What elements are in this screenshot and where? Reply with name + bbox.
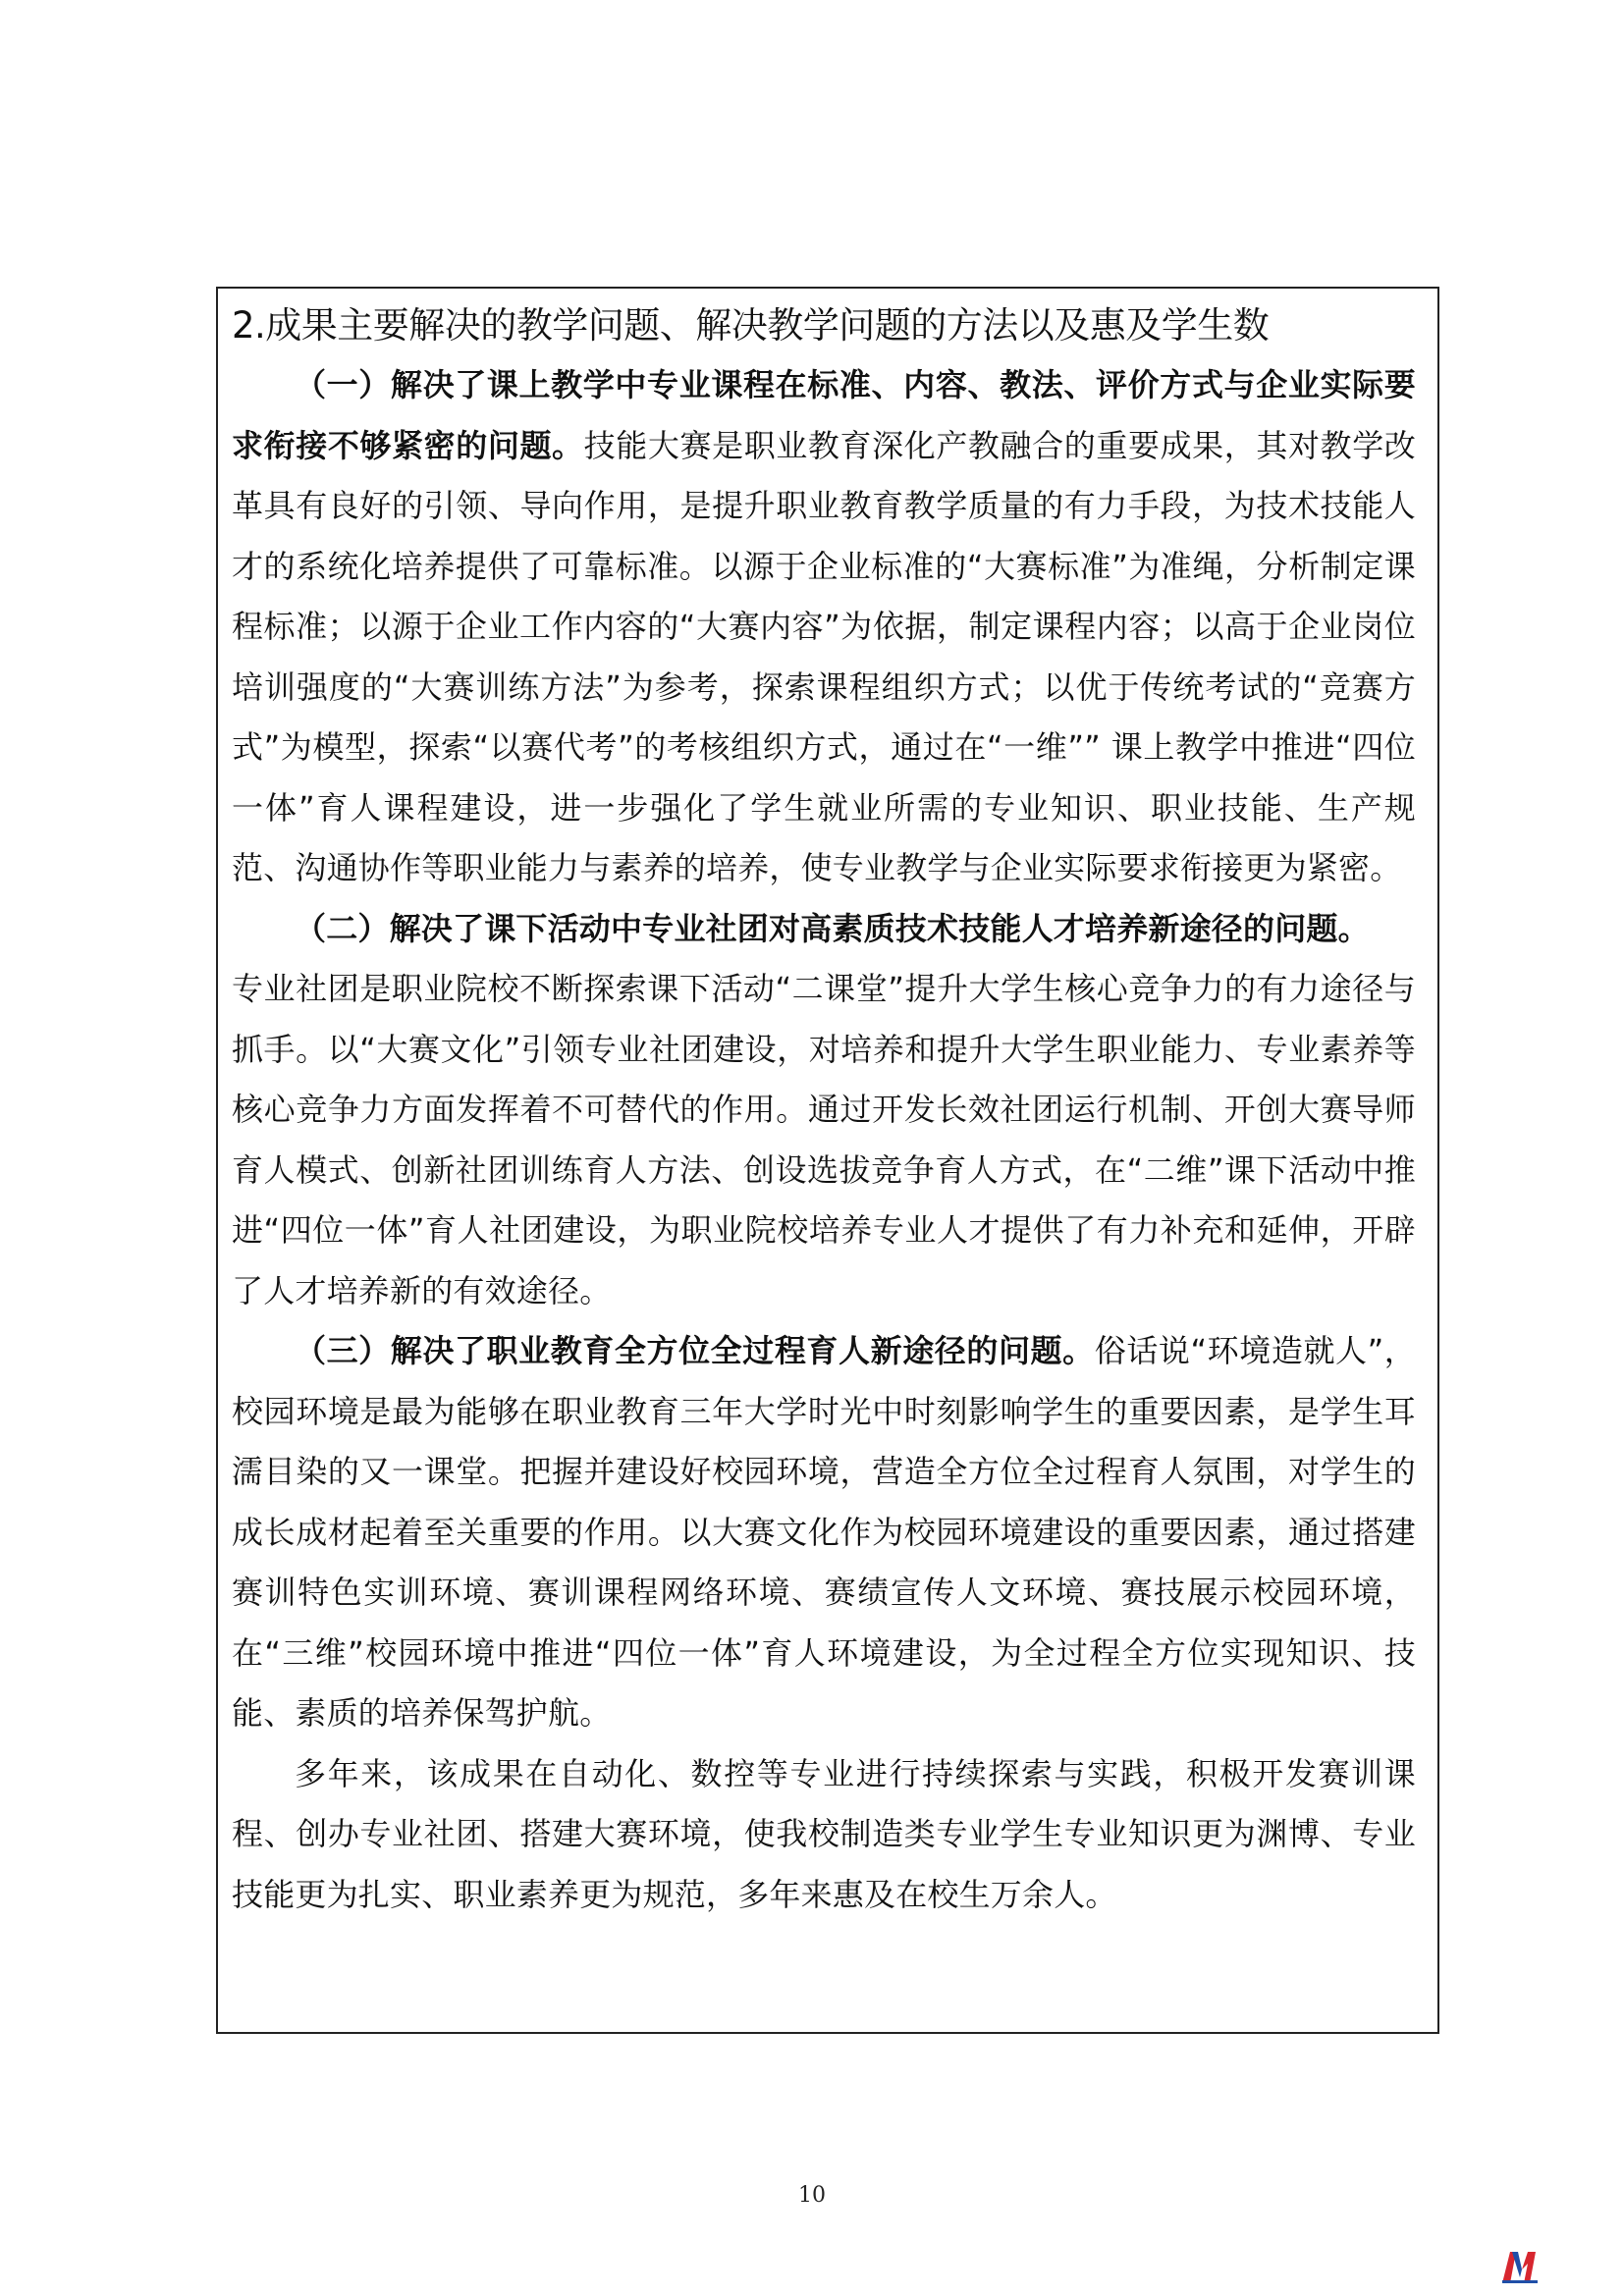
paragraph-3-heading: （三）解决了职业教育全方位全过程育人新途径的问题。	[295, 1332, 1095, 1369]
section-heading: 2.成果主要解决的教学问题、解决教学问题的方法以及惠及学生数	[232, 304, 1270, 347]
logo-right-stroke	[1522, 2252, 1536, 2283]
paragraph-1-body: 技能大赛是职业教育深化产教融合的重要成果，其对教学改革具有良好的引领、导向作用，是提升职业教育教学质量的有力手段，为技术技能人才的系统化培养提供了可靠标准。以源于企业标准的“大赛标准”为准绳，分析制定课程标准；以源于企业工作内容的“大赛内容”为依据，制定课程内容；以高于企业岗位培训强度的“大赛训练方法”为参考，探索课程组织方式；以优于传统考试的“竞赛方式”为模型，探索“以赛代考”的考核组织方式，通过在“一维”” 课上教学中推进“四位一体”育人课程建设，进一步强化了学生就业所需的专业知识、职业技能、生产规范、沟通协作等职业能力与素养的培养，使专业教学与企业实际要求衔接更为紧密。	[232, 426, 1417, 886]
paragraph-2-heading: （二）解决了课下活动中专业社团对高素质技术技能人才培养新途径的问题。	[295, 909, 1370, 947]
paragraph-2	[232, 959, 1416, 1321]
content-box	[216, 287, 1439, 2034]
paragraph-3-body: 俗话说“环境造就人”，校园环境是最为能够在职业教育三年大学时光中时刻影响学生的重要因素，是学生耳濡目染的又一课堂。把握并建设好校园环境，营造全方位全过程育人氛围，对学生的成长成材起着至关重要的作用。以大赛文化作为校园环境建设的重要因素，通过搭建赛训特色实训环境、赛训课程网络环境、赛绩宣传人文环境、赛技展示校园环境，在“三维”校园环境中推进“四位一体”育人环境建设，为全过程全方位实现知识、技能、素质的培养保驾护航。	[232, 1332, 1416, 1732]
paragraph-4-body: 多年来，该成果在自动化、数控等专业进行持续探索与实践，积极开发赛训课程、创办专业社团、搭建大赛环境，使我校制造类专业学生专业知识更为渊博、专业技能更为扎实、职业素养更为规范，多年来惠及在校生万余人。	[232, 1754, 1416, 1913]
corner-logo-icon	[1500, 2248, 1540, 2285]
paragraph-1	[232, 355, 1416, 899]
page-number: 10	[798, 2183, 826, 2208]
paragraph-3	[232, 1321, 1416, 1744]
paragraph-4	[232, 1744, 1416, 1926]
logo-base	[1502, 2280, 1538, 2283]
paragraph-2-heading-line	[232, 899, 1416, 960]
paragraph-2-body: 专业社团是职业院校不断探索课下活动“二课堂”提升大学生核心竞争力的有力途径与抓手。以“大赛文化”引领专业社团建设，对培养和提升大学生职业能力、专业素养等核心竞争力方面发挥着不可替代的作用。通过开发长效社团运行机制、开创大赛导师育人模式、创新社团训练育人方法、创设选拔竞争育人方式，在“二维”课下活动中推进“四位一体”育人社团建设，为职业院校培养专业人才提供了有力补充和延伸，开辟了人才培养新的有效途径。	[232, 970, 1416, 1309]
paragraph-1-heading: （一）解决了课上教学中专业课程在标准、内容、教法、评价方式与企业实际要求衔接不够紧密的问题。	[232, 366, 1416, 464]
